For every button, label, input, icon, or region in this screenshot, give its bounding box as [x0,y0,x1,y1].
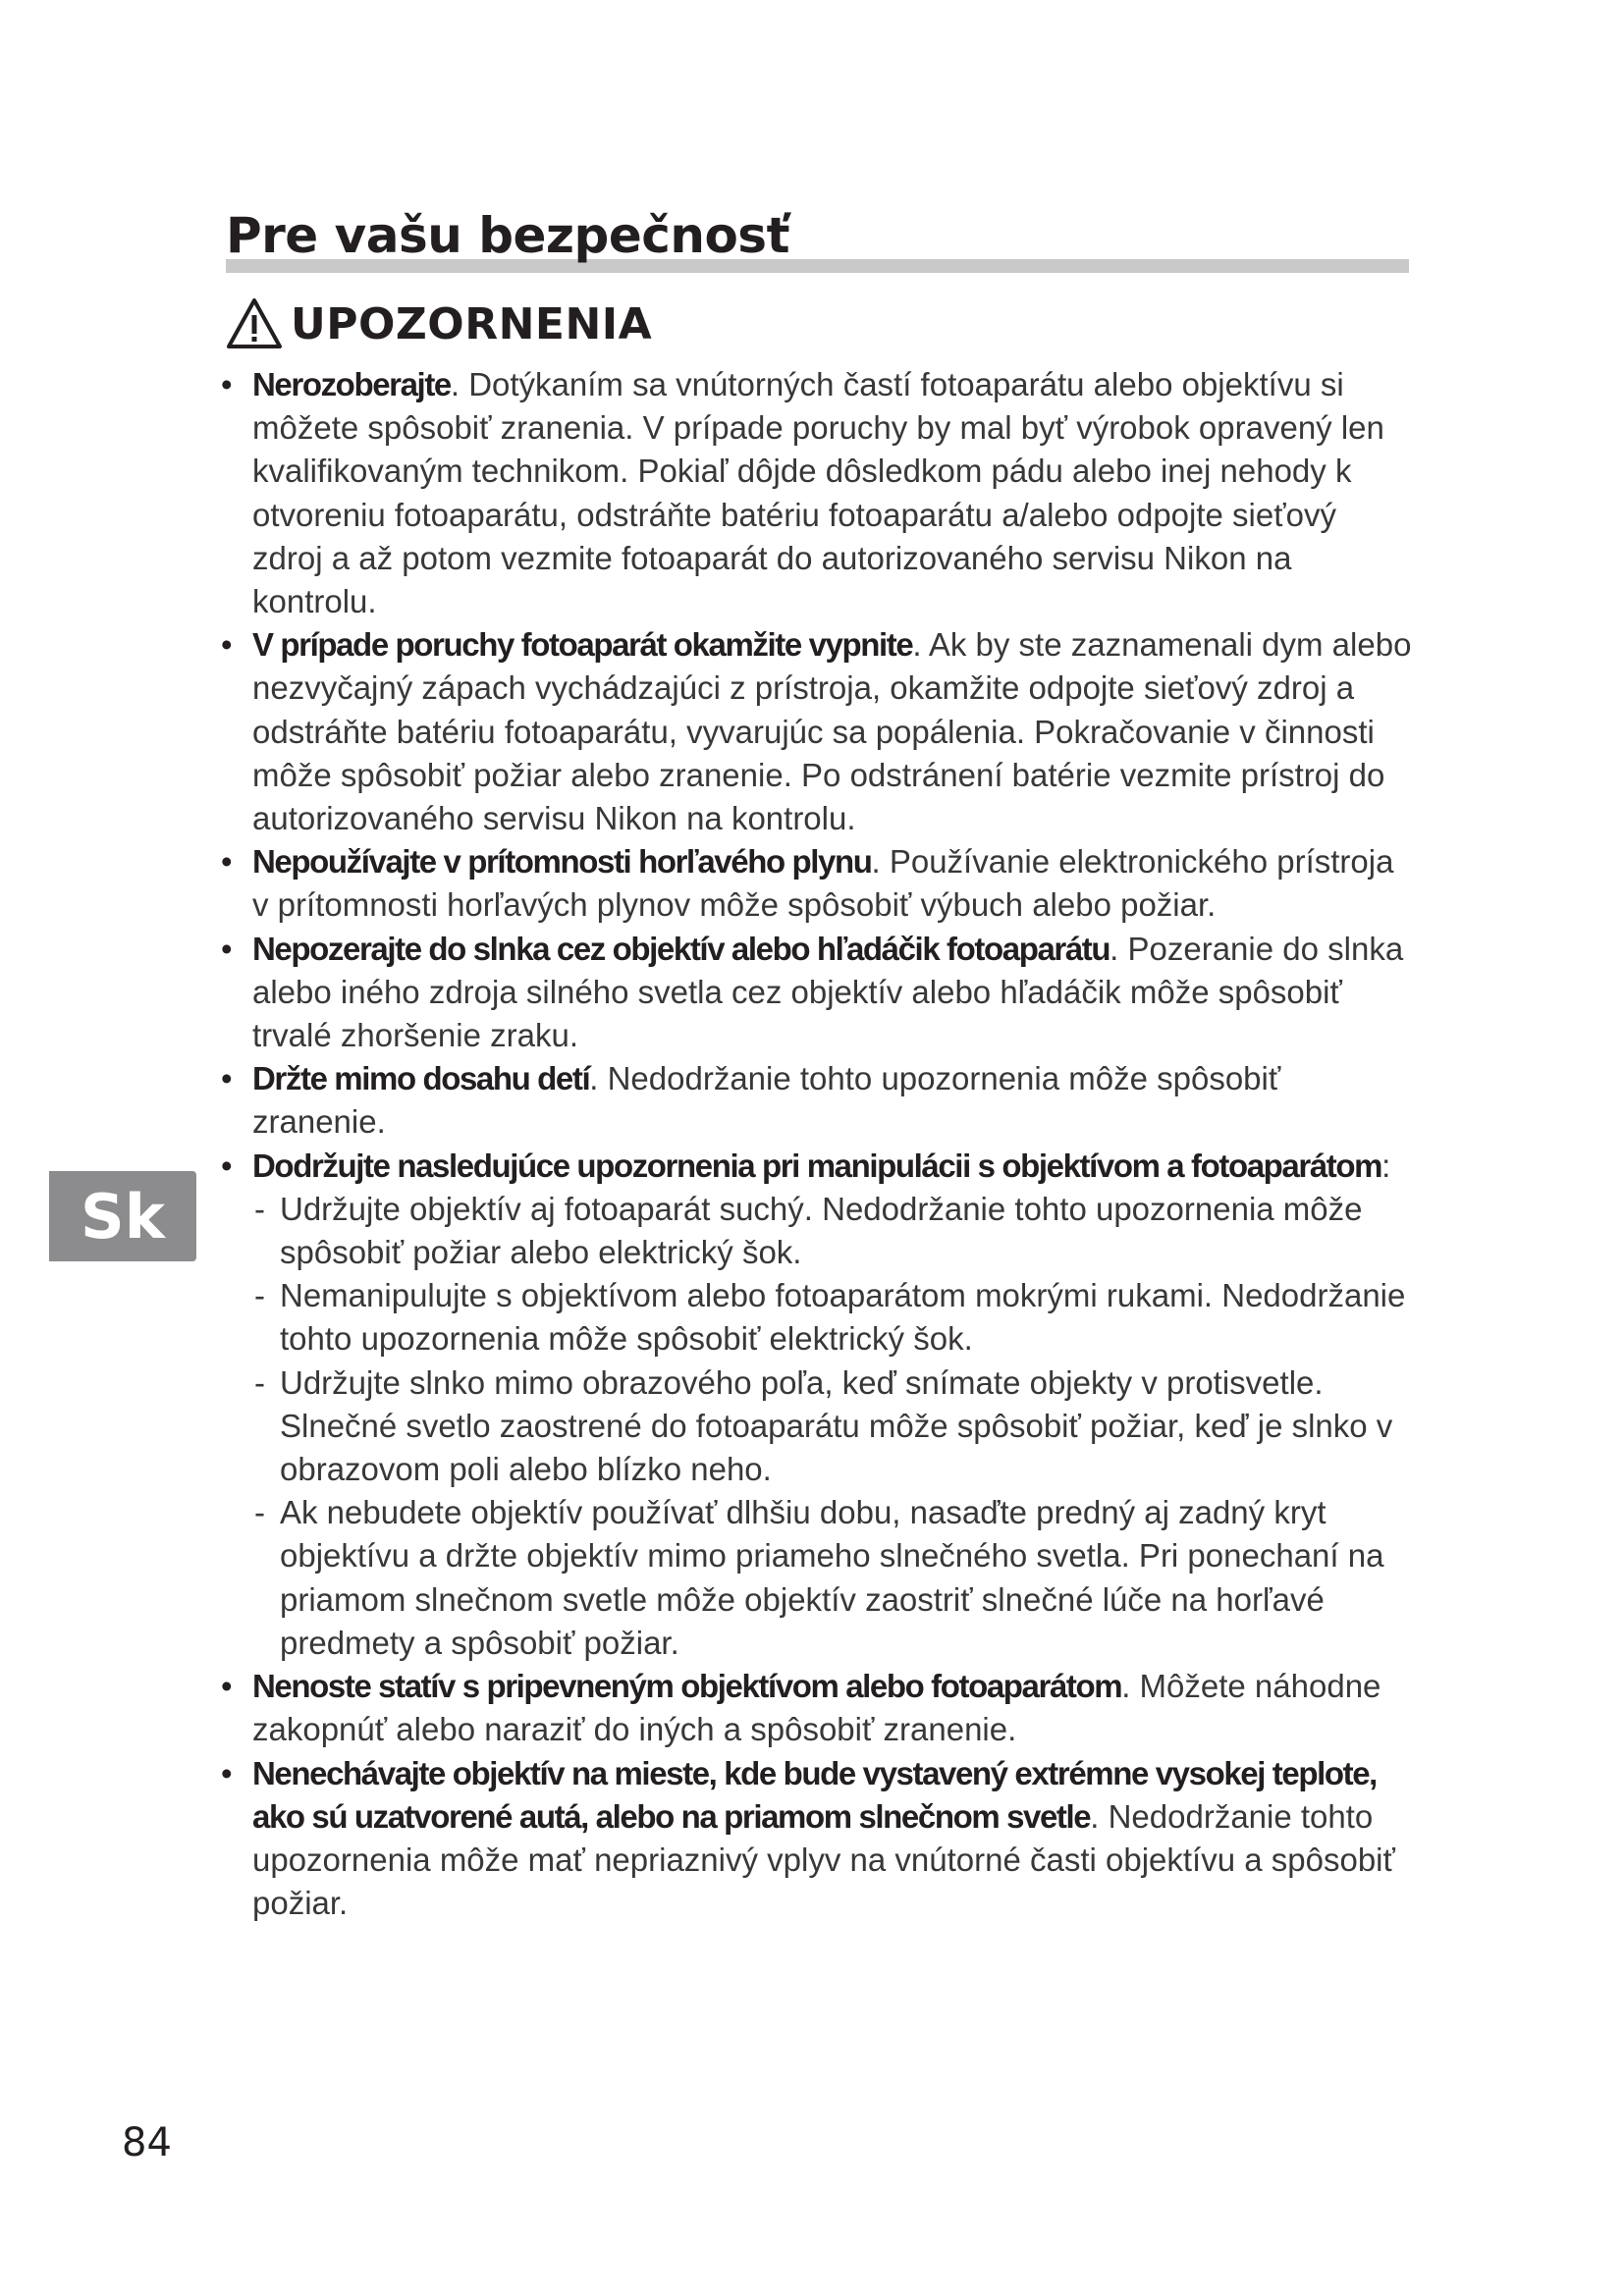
item-text: . Pozeranie do slnka alebo iného zdroja silného svetla cez objektív alebo hľadáčik môže spôsobiť trvalé zhoršenie zraku. [252,930,1404,1054]
list-item [221,1145,1414,1665]
list-item [221,363,1414,623]
sub-list [252,1188,1414,1665]
item-lead: Držte mimo dosahu detí [252,1060,590,1097]
warning-heading-label: UPOZORNENIA [291,298,653,349]
item-lead: Nenechávajte objektív na mieste, kde bude vystavený extrémne vysokej teplote, ako sú uzatvorené autá, alebo na priamom slnečnom svetle [252,1754,1377,1835]
list-item [221,1665,1414,1751]
warnings-list [221,363,1414,1925]
item-text: : [1381,1147,1391,1184]
item-text: . Nedodržanie tohto upozornenia môže mať nepriaznivý vplyv na vnútorné časti objektívu a spôsobiť požiar. [252,1797,1395,1922]
item-lead: V prípade poruchy fotoaparát okamžite vypnite [252,626,913,664]
warning-heading [226,294,652,353]
page-header [226,206,1409,273]
sub-list-item: - Udržujte objektív aj fotoaparát suchý. Nedodržanie tohto upozornenia môže spôsobiť požiar alebo elektrický šok. [252,1188,1414,1274]
item-lead: Nepozerajte do slnka cez objektív alebo hľadáčik fotoaparátu [252,930,1110,967]
list-item [221,1057,1414,1144]
list-item [221,623,1414,840]
item-text: . Môžete náhodne zakopnúť alebo naraziť do iných a spôsobiť zranenie. [252,1668,1381,1748]
item-lead: Nepoužívajte v prítomnosti horľavého plynu [252,843,872,881]
sub-list-item: - Nemanipulujte s objektívom alebo fotoaparátom mokrými rukami. Nedodržanie tohto upozornenia môže spôsobiť elektrický šok. [252,1274,1414,1361]
item-text: . Ak by ste zaznamenali dym alebo nezvyčajný zápach vychádzajúci z prístroja, okamžite odpojte sieťový zdroj a odstráňte batériu fotoaparátu, vyvarujúc sa popálenia. Pokračovanie v činnosti môže spôsobiť požiar alebo zranenie. Po odstránení batérie vezmite prístroj do autorizovaného servisu Nikon na kontrolu. [252,626,1412,837]
list-item [221,1752,1414,1926]
list-item [221,928,1414,1058]
item-text: . Dotýkaním sa vnútorných častí fotoaparátu alebo objektívu si môžete spôsobiť zranenia. V prípade poruchy by mal byť výrobok opravený len kvalifikovaným technikom. Pokiaľ dôjde dôsledkom pádu alebo inej nehody k otvoreniu fotoaparátu, odstráňte batériu fotoaparátu a/alebo odpojte sieťový zdroj a až potom vezmite fotoaparát do autorizovaného servisu Nikon na kontrolu. [252,366,1384,620]
warning-triangle-icon [226,297,283,350]
sub-list-item: - Ak nebudete objektív používať dlhšiu dobu, nasaďte predný aj zadný kryt objektívu a držte objektív mimo priameho slnečného svetla. Pri ponechaní na priamom slnečnom svetle môže objektív zaostriť slnečné lúče na horľavé predmety a spôsobiť požiar. [252,1491,1414,1665]
warnings-content [221,363,1414,1925]
list-item [221,840,1414,927]
item-lead: Nerozoberajte [252,366,451,402]
item-lead: Nenoste statív s pripevneným objektívom alebo fotoaparátom [252,1668,1122,1705]
item-text: . Používanie elektronického prístroja v prítomnosti horľavých plynov môže spôsobiť výbuch alebo požiar. [252,843,1394,924]
language-tab: Sk [49,1171,196,1261]
page-number: 84 [122,2120,172,2165]
item-text: . Nedodržanie tohto upozornenia môže spôsobiť zranenie. [252,1060,1281,1141]
item-lead: Dodržujte nasledujúce upozornenia pri manipulácii s objektívom a fotoaparátom [252,1147,1382,1184]
sub-list-item: - Udržujte slnko mimo obrazového poľa, keď snímate objekty v protisvetle. Slnečné svetlo zaostrené do fotoaparátu môže spôsobiť požiar, keď je slnko v obrazovom poli alebo blízko neho. [252,1362,1414,1492]
page-title: Pre vašu bezpečnosť [226,207,789,264]
